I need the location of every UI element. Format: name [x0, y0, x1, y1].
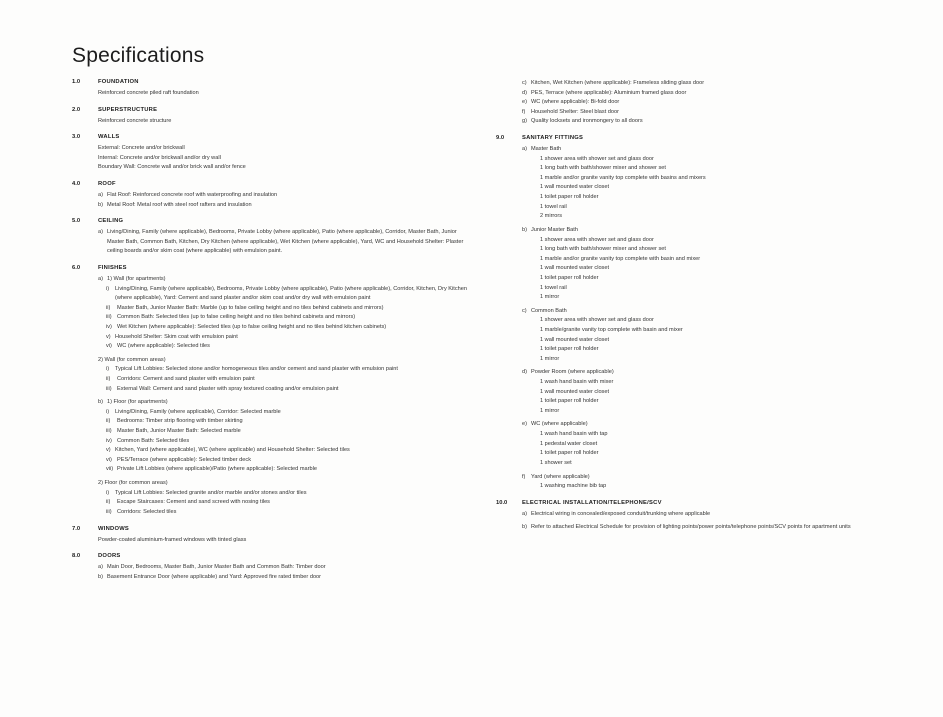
list-marker: b)	[98, 573, 103, 580]
group-marker: e)	[522, 421, 527, 428]
section-heading	[72, 264, 472, 274]
item-text: 1 wash hand basin with tap	[540, 431, 608, 438]
spec-line	[522, 226, 876, 236]
spec-line	[98, 201, 472, 211]
spec-text: Living/Dining, Family (where applicable), Bedrooms, Private Lobby (where applicable), Patio (where applicable), Corridor, Kitchen, Dry Kitchen (where applicable), Yard: Cement and sand plaster and/or skim coat and/or dry wall with emulsion paint	[115, 285, 467, 302]
spec-line	[540, 449, 876, 459]
list-marker: ii)	[106, 304, 111, 311]
section-number: 6.0	[72, 264, 81, 271]
spec-text: External Wall: Cement and sand plaster with spray textured coating and/or emulsion paint	[117, 385, 339, 392]
spec-text: PES, Terrace (where applicable): Aluminium framed glass door	[531, 89, 687, 96]
list-marker: c)	[522, 80, 527, 86]
spec-line	[540, 274, 876, 284]
spec-line	[98, 163, 472, 173]
spec-line	[540, 183, 876, 193]
spec-section	[496, 499, 876, 533]
spec-line	[98, 563, 472, 573]
spec-section	[72, 552, 472, 582]
section-heading	[496, 134, 876, 144]
spec-line	[522, 108, 876, 118]
spec-line	[98, 398, 472, 408]
spec-text: WC (where applicable): Bi-fold door	[531, 99, 620, 106]
group-label: Yard (where applicable)	[531, 473, 590, 480]
spec-text: Household Shelter: Skim coat with emulsion paint	[115, 333, 238, 340]
group-marker: d)	[522, 369, 527, 376]
section-heading	[72, 133, 472, 143]
group-label: WC (where applicable)	[531, 421, 588, 428]
group-marker: f)	[522, 473, 526, 480]
item-text: 1 toilet paper roll holder	[540, 194, 599, 201]
spec-text: 1) Floor (for apartments)	[107, 399, 168, 406]
section-heading	[72, 180, 472, 190]
spec-line	[540, 397, 876, 407]
spec-line	[106, 508, 472, 518]
spec-text: Main Door, Bedrooms, Master Bath, Junior Master Bath and Common Bath: Timber door	[107, 564, 326, 571]
section-heading	[72, 552, 472, 562]
list-marker: i)	[106, 489, 110, 496]
doors-continued-block	[496, 79, 876, 127]
spec-text: WC (where applicable): Selected tiles	[117, 343, 210, 350]
spec-line	[540, 482, 876, 492]
section-title: CEILING	[98, 218, 124, 225]
section-body	[98, 117, 472, 127]
section-number: 10.0	[496, 499, 508, 506]
spec-line	[540, 164, 876, 174]
spec-section	[72, 180, 472, 210]
spec-line	[98, 154, 472, 164]
spec-line	[98, 479, 472, 489]
list-marker: d)	[522, 89, 527, 96]
section-number: 2.0	[72, 106, 81, 113]
spec-text: Reinforced concrete structure	[98, 117, 172, 124]
item-text: 2 mirrors	[540, 213, 563, 220]
list-marker: iii)	[106, 428, 112, 435]
spec-text: 2) Floor (for common areas)	[98, 480, 168, 487]
spec-line	[106, 304, 472, 314]
spec-line	[540, 355, 876, 365]
spec-line	[106, 456, 472, 466]
group-marker: a)	[522, 146, 527, 153]
spec-line	[540, 388, 876, 398]
spec-line	[522, 523, 876, 533]
spec-line	[106, 408, 472, 418]
spec-line	[522, 473, 876, 483]
section-title: DOORS	[98, 553, 121, 560]
spec-line	[98, 573, 472, 583]
spec-text: Living/Dining, Family (where applicable), Bedrooms, Private Lobby (where applicable), Patio (where applicable), Corridor, Master Bath, Junior Master Bath, Common Bath, Kitchen, Dry Kitchen (where applicable), Wet Kitchen (where applicable), Yard, WC and Household Shelter: Plaster ceiling boards and/or skim coat (where applicable) with emulsion paint.	[107, 229, 464, 255]
section-heading	[72, 106, 472, 116]
section-body	[522, 510, 876, 533]
spec-text: Internal: Concrete and/or brickwall and/or dry wall	[98, 154, 221, 161]
group-marker: b)	[522, 524, 527, 531]
spec-line	[106, 333, 472, 343]
group-label: Powder Room (where applicable)	[531, 369, 614, 376]
group-marker: b)	[522, 226, 527, 233]
section-body	[98, 563, 472, 582]
spec-text: Wet Kitchen (where applicable): Selected tiles (up to false ceiling height and no tiles behind kitchen cabinets)	[117, 323, 387, 330]
list-marker: iii)	[106, 385, 112, 392]
section-body	[98, 89, 472, 99]
list-marker: ii)	[106, 418, 111, 425]
section-body	[98, 144, 472, 173]
spec-text: 2) Wall (for common areas)	[98, 356, 166, 363]
list-marker: a)	[98, 229, 103, 236]
item-text: 1 washing machine bib tap	[540, 483, 607, 490]
spec-section	[72, 264, 472, 518]
spec-line	[540, 203, 876, 213]
left-column	[72, 78, 472, 589]
item-text: 1 marble/granite vanity top complete with basin and mixer	[540, 326, 683, 333]
list-marker: v)	[106, 333, 111, 340]
spec-text: Quality locksets and ironmongery to all doors	[531, 118, 643, 125]
list-marker: i)	[106, 408, 110, 415]
spec-line	[106, 342, 472, 352]
item-text: 1 shower area with shower set and glass door	[540, 236, 654, 243]
list-marker: iii)	[106, 314, 112, 321]
item-text: 1 shower set	[540, 459, 572, 466]
list-marker: a)	[98, 564, 103, 571]
spec-line	[98, 228, 472, 257]
spec-line	[106, 446, 472, 456]
spec-line	[522, 98, 876, 108]
spec-line	[106, 465, 472, 475]
group-label: Common Bath	[531, 307, 567, 314]
section-title: FOUNDATION	[98, 79, 139, 85]
section-title: ROOF	[98, 180, 116, 187]
item-text: 1 pedestal water closet	[540, 440, 598, 447]
section-title: ELECTRICAL INSTALLATION/TELEPHONE/SCV	[522, 499, 662, 506]
item-text: 1 wash hand basin with mixer	[540, 379, 614, 386]
list-marker: ii)	[106, 376, 111, 382]
list-marker: iii)	[106, 508, 112, 515]
group-label: Master Bath	[531, 146, 562, 153]
item-text: 1 shower area with shower set and glass door	[540, 155, 654, 162]
item-text: 1 wall mounted water closet	[540, 388, 610, 395]
spec-text: Kitchen, Wet Kitchen (where applicable): Frameless sliding glass door	[531, 80, 705, 86]
spec-line	[540, 316, 876, 326]
item-text: 1 wall mounted water closet	[540, 184, 610, 191]
section-title: SANITARY FITTINGS	[522, 135, 584, 142]
spec-text: Typical Lift Lobbies: Selected stone and/or homogeneous tiles and/or cement and sand plaster with emulsion paint	[115, 366, 398, 373]
section-body	[522, 145, 876, 492]
spec-line	[106, 437, 472, 447]
group-label: Refer to attached Electrical Schedule for provision of lighting points/power points/telephone points/SCV points for apartment units	[531, 524, 851, 531]
spec-line	[540, 284, 876, 294]
spec-line	[106, 417, 472, 427]
spec-line	[106, 285, 472, 304]
spec-text: Typical Lift Lobbies: Selected granite and/or marble and/or stones and/or tiles	[115, 489, 307, 496]
spec-text: Corridors: Cement and sand plaster with emulsion paint	[117, 376, 255, 382]
spec-section	[72, 217, 472, 257]
spec-line	[106, 323, 472, 333]
spec-text: Master Bath, Junior Master Bath: Selected marble	[117, 428, 241, 435]
section-title: FINISHES	[98, 264, 127, 271]
spec-text: Escape Staircases: Cement and sand screed with nosing tiles	[117, 499, 270, 506]
list-marker: e)	[522, 99, 527, 106]
spec-text: Bedrooms: Timber strip flooring with timber skirting	[117, 418, 243, 425]
spec-line	[98, 536, 472, 546]
item-text: 1 shower area with shower set and glass door	[540, 317, 654, 324]
spec-line	[106, 498, 472, 508]
item-text: 1 long bath with bath/shower mixer and shower set	[540, 246, 666, 253]
list-marker: vi)	[106, 343, 112, 350]
spec-line	[106, 489, 472, 499]
spec-line	[106, 385, 472, 395]
spec-text: Common Bath: Selected tiles (up to false ceiling height and no tiles behind cabinets and mirrors)	[117, 314, 356, 321]
section-number: 1.0	[72, 79, 81, 85]
spec-line	[522, 145, 876, 155]
list-marker: vi)	[106, 456, 112, 463]
spec-line	[540, 430, 876, 440]
spec-text: Reinforced concrete piled raft foundation	[98, 89, 199, 96]
spec-text: Common Bath: Selected tiles	[117, 437, 190, 444]
spec-line	[540, 345, 876, 355]
spec-line	[540, 193, 876, 203]
item-text: 1 marble and/or granite vanity top complete with basins and mixers	[540, 174, 706, 181]
doors-continued-body	[522, 79, 876, 127]
page-title: Specifications	[72, 44, 205, 67]
spec-text: Living/Dining, Family (where applicable), Corridor: Selected marble	[115, 408, 281, 415]
spec-line	[540, 407, 876, 417]
section-heading	[496, 499, 876, 509]
section-number: 8.0	[72, 553, 81, 560]
spec-line	[540, 212, 876, 222]
spec-line	[540, 293, 876, 303]
group-label: Electrical wiring in concealed/exposed conduit/trunking where applicable	[531, 510, 711, 517]
spec-line	[522, 89, 876, 99]
list-marker: iv)	[106, 437, 112, 444]
list-marker: i)	[106, 285, 110, 292]
section-heading	[72, 217, 472, 227]
section-body	[98, 191, 472, 210]
spec-line	[106, 313, 472, 323]
item-text: 1 mirror	[540, 294, 560, 301]
spec-line	[106, 375, 472, 385]
section-title: SUPERSTRUCTURE	[98, 106, 158, 113]
list-marker: iv)	[106, 323, 112, 330]
item-text: 1 toilet paper roll holder	[540, 398, 599, 405]
group-label: Junior Master Bath	[531, 226, 578, 233]
spec-line	[540, 255, 876, 265]
spec-section	[72, 525, 472, 546]
spec-line	[98, 275, 472, 285]
group-marker: a)	[522, 510, 527, 517]
item-text: 1 toilet paper roll holder	[540, 346, 599, 353]
item-text: 1 toilet paper roll holder	[540, 450, 599, 457]
spec-text: Powder-coated aluminium-framed windows with tinted glass	[98, 536, 247, 543]
spec-line	[540, 336, 876, 346]
spec-line	[540, 264, 876, 274]
spec-line	[522, 510, 876, 520]
spec-line	[540, 236, 876, 246]
list-marker: b)	[98, 399, 103, 406]
spec-line	[540, 155, 876, 165]
spec-text: External: Concrete and/or brickwall	[98, 145, 185, 152]
list-marker: ii)	[106, 499, 111, 506]
spec-line	[540, 378, 876, 388]
spec-text: Basement Entrance Door (where applicable) and Yard: Approved fire rated timber door	[107, 573, 322, 580]
spec-line	[540, 174, 876, 184]
spec-section	[72, 78, 472, 99]
section-title: WINDOWS	[98, 525, 130, 532]
spec-line	[522, 79, 876, 89]
list-marker: i)	[106, 366, 110, 373]
spec-text: Household Shelter: Steel blast door	[531, 108, 620, 115]
list-marker: f)	[522, 108, 526, 115]
item-text: 1 wall mounted water closet	[540, 265, 610, 272]
spec-line	[522, 420, 876, 430]
spec-section	[496, 134, 876, 492]
item-text: 1 marble and/or granite vanity top complete with basin and mixer	[540, 255, 701, 262]
spec-text: PES/Terrace (where applicable): Selected timber deck	[117, 456, 252, 463]
spec-line	[98, 191, 472, 201]
spec-line	[106, 365, 472, 375]
section-heading	[72, 78, 472, 88]
spec-line	[540, 245, 876, 255]
spec-line	[98, 356, 472, 366]
list-marker: a)	[98, 275, 103, 282]
spec-text: Flat Roof: Reinforced concrete roof with waterproofing and insulation	[107, 191, 278, 198]
spec-line	[522, 117, 876, 127]
list-marker: vii)	[106, 466, 114, 473]
list-marker: b)	[98, 201, 103, 208]
list-marker: g)	[522, 118, 527, 125]
spec-text: Boundary Wall: Concrete wall and/or brick wall and/or fence	[98, 164, 246, 171]
item-text: 1 towel rail	[540, 203, 567, 210]
spec-line	[522, 307, 876, 317]
item-text: 1 long bath with bath/shower mixer and shower set	[540, 165, 666, 172]
section-title: WALLS	[98, 134, 120, 141]
spec-line	[98, 117, 472, 127]
list-marker: a)	[98, 191, 103, 198]
spec-section	[72, 133, 472, 173]
section-body	[98, 275, 472, 518]
spec-line	[540, 326, 876, 336]
spec-text: 1) Wall (for apartments)	[107, 275, 166, 282]
spec-section	[72, 106, 472, 127]
group-marker: c)	[522, 307, 527, 314]
section-number: 7.0	[72, 525, 81, 532]
spec-line	[98, 89, 472, 99]
spec-text: Metal Roof: Metal roof with steel roof rafters and insulation	[107, 201, 252, 208]
section-body	[98, 228, 472, 257]
item-text: 1 mirror	[540, 355, 560, 362]
section-number: 5.0	[72, 218, 81, 225]
spec-text: Corridors: Selected tiles	[117, 508, 177, 515]
spec-text: Private Lift Lobbies (where applicable)/Patio (where applicable): Selected marble	[117, 466, 317, 473]
item-text: 1 toilet paper roll holder	[540, 274, 599, 281]
section-number: 4.0	[72, 180, 81, 187]
spec-line	[522, 368, 876, 378]
section-heading	[72, 525, 472, 535]
spec-text: Master Bath, Junior Master Bath: Marble (up to false ceiling height and no tiles behind cabinets and mirrors)	[117, 304, 384, 311]
spec-text: Kitchen, Yard (where applicable), WC (where applicable) and Household Shelter: Selected tiles	[115, 447, 350, 454]
section-number: 9.0	[496, 135, 505, 142]
item-text: 1 towel rail	[540, 284, 567, 291]
item-text: 1 mirror	[540, 407, 560, 414]
spec-line	[98, 144, 472, 154]
right-column	[496, 78, 876, 540]
section-body	[98, 536, 472, 546]
list-marker: v)	[106, 447, 111, 454]
section-number: 3.0	[72, 134, 81, 141]
spec-line	[540, 459, 876, 469]
spec-line	[540, 440, 876, 450]
item-text: 1 wall mounted water closet	[540, 336, 610, 343]
spec-line	[106, 427, 472, 437]
